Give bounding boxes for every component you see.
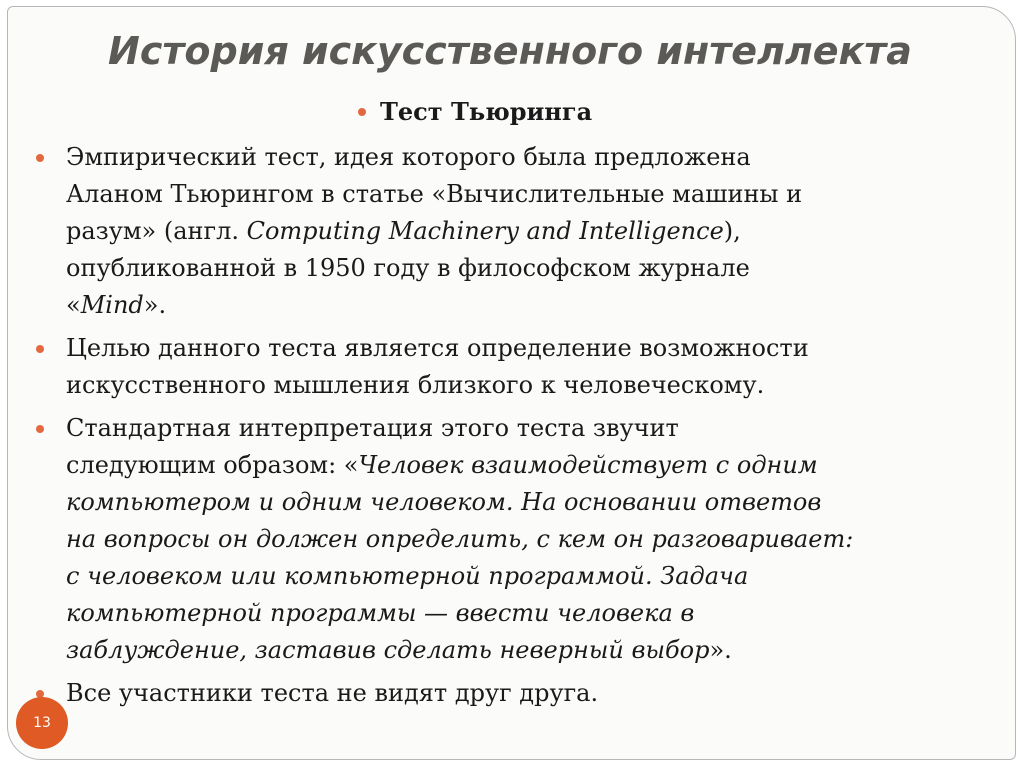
text-line <box>66 330 1006 367</box>
text-line <box>66 558 1006 595</box>
text-line <box>66 287 1006 324</box>
text-span: следующим образом: « <box>66 451 359 479</box>
bullet-item <box>66 675 1006 712</box>
bullet-item <box>66 139 1006 324</box>
text-span: ), <box>723 217 741 245</box>
italic-text-span: на вопросы он должен определить, с кем он разговаривает: <box>66 525 854 553</box>
slide-title: История искусственного интеллекта <box>108 29 912 73</box>
text-span: разум» (англ. <box>66 217 247 245</box>
text-line <box>66 139 1006 176</box>
text-line <box>66 675 1006 712</box>
bullet-item <box>66 410 1006 669</box>
text-span: Эмпирический тест, идея которого была предложена <box>66 143 751 171</box>
text-line <box>66 595 1006 632</box>
italic-text-span: Mind <box>80 291 144 319</box>
slide-number-badge: 13 <box>16 697 68 749</box>
text-line <box>66 250 1006 287</box>
text-span: ». <box>709 636 732 664</box>
text-span: Все участники теста не видят друг друга. <box>66 679 599 707</box>
italic-text-span: с человеком или компьютерной программой. Задача <box>66 562 749 590</box>
bullet-dot-icon <box>36 425 44 433</box>
text-span: ». <box>143 291 167 319</box>
slide-subtitle <box>380 94 592 130</box>
text-line <box>66 484 1006 521</box>
text-span: искусственного мышления близкого к человеческому. <box>66 371 765 399</box>
text-line <box>66 632 1006 669</box>
text-line <box>66 176 1006 213</box>
text-span: « <box>66 291 81 319</box>
text-span: Стандартная интерпретация этого теста звучит <box>66 414 679 442</box>
bullet-item <box>66 330 1006 404</box>
italic-text-span: компьютером и одним человеком. На основании ответов <box>66 488 822 516</box>
subtitle-text: Тест Тьюринга <box>380 97 593 126</box>
text-span: опубликованной в 1950 году в философском журнале <box>66 254 750 282</box>
text-line <box>66 521 1006 558</box>
italic-text-span: заблуждение, заставив сделать неверный выбор <box>66 636 710 664</box>
bullet-dot-icon <box>36 345 44 353</box>
text-line <box>66 367 1006 404</box>
italic-text-span: Computing Machinery and Intelligence <box>246 217 724 245</box>
bullet-list <box>66 139 1006 718</box>
italic-text-span: компьютерной программы — ввести человека в <box>66 599 695 627</box>
bullet-dot-icon <box>358 108 366 116</box>
italic-text-span: Человек взаимодействует с одним <box>358 451 818 479</box>
text-line <box>66 447 1006 484</box>
text-span: Аланом Тьюрингом в статье «Вычислительные машины и <box>66 180 803 208</box>
text-line <box>66 213 1006 250</box>
bullet-dot-icon <box>36 154 44 162</box>
text-span: Целью данного теста является определение возможности <box>66 334 809 362</box>
text-line <box>66 410 1006 447</box>
